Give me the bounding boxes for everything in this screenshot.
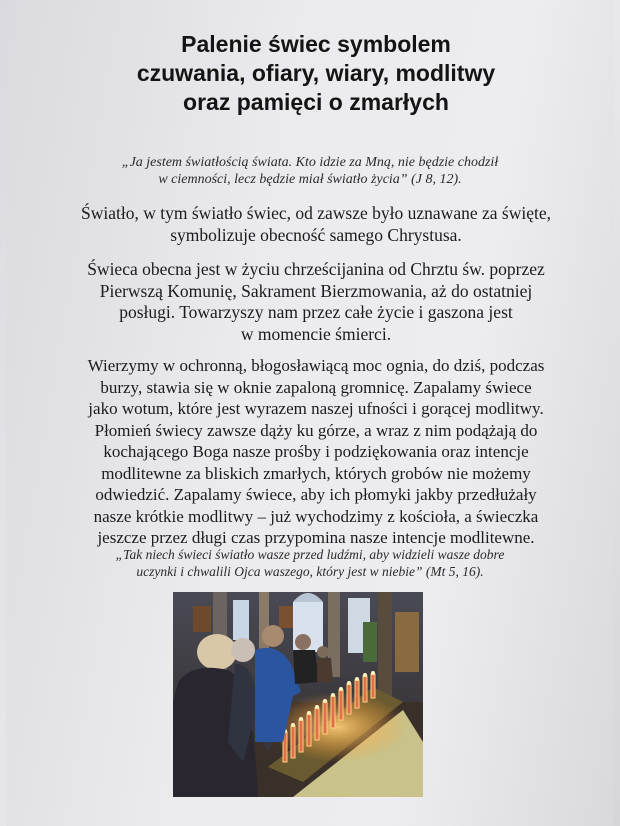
paragraph-line: Płomień świecy zawsze dąży ku górze, a wraz z nim podążają do [94, 420, 538, 440]
church-window [233, 600, 249, 640]
title-line: czuwania, ofiary, wiary, modlitwy [136, 60, 496, 86]
church-candles-illustration [173, 592, 423, 797]
paragraph-fire-prayer [26, 355, 606, 549]
poster-title [46, 30, 586, 117]
church-candles-photo [173, 592, 423, 797]
paragraph-line: kochającego Boga nasze prośby i podziękowania oraz intencje [103, 442, 529, 461]
quote-line: uczynki i chwalili Ojca waszego, który jest w niebie” (Mt 5, 16). [136, 564, 484, 579]
paragraph-line: posługi. Towarzyszy nam przez całe życie i gaszona jest [119, 302, 513, 322]
person-head [262, 625, 284, 647]
paragraph-line: Wierzymy w ochronną, błogosławiącą moc ognia, do dziś, podczas [87, 356, 545, 375]
paragraph-line: Pierwszą Komunię, Sakrament Bierzmowania, aż do ostatniej [99, 280, 533, 301]
painting [279, 606, 293, 628]
painting [193, 606, 211, 632]
scripture-quote-john [36, 154, 584, 188]
paragraph-candle-life [26, 259, 606, 345]
person-head [197, 634, 237, 670]
paragraph-line: modlitewne za bliskich zmarłych, których grobów nie możemy [101, 463, 531, 483]
paragraph-line: odwiedzić. Zapalamy świece, aby ich płomyki jakby przedłużały [95, 485, 537, 504]
quote-line: „Tak niech świeci światło wasze przed ludźmi, aby widzieli wasze dobre [115, 547, 505, 562]
paragraph-light [26, 203, 606, 246]
scripture-quote-matthew [26, 546, 594, 580]
paragraph-line: nasze krótkie modlitwy – już wychodzimy z kościoła, a świeczka [93, 506, 539, 526]
paragraph-line: jeszcze przez długi czas przypomina nasze intencje modlitewne. [97, 528, 535, 547]
title-line: Palenie świec symbolem [181, 31, 451, 57]
paragraph-line: symbolizuje obecność samego Chrystusa. [170, 224, 462, 245]
paragraph-line: jako wotum, które jest wyrazem naszej ufności i gorącej modlitwy. [88, 399, 544, 418]
quote-line: w ciemności, lecz będzie miał światło życia” (J 8, 12). [158, 172, 462, 187]
paragraph-line: Światło, w tym światło świec, od zawsze było uznawane za święte, [81, 203, 551, 223]
quote-line: „Ja jestem światłością świata. Kto idzie za Mną, nie będzie chodził [121, 155, 499, 170]
title-line: oraz pamięci o zmarłych [183, 89, 449, 115]
paragraph-line: w momencie śmierci. [240, 323, 392, 344]
paragraph-line: Świeca obecna jest w życiu chrześcijanina od Chrztu św. poprzez [87, 259, 545, 279]
paragraph-line: burzy, stawia się w oknie zapaloną gromnicę. Zapalamy świece [100, 377, 532, 397]
